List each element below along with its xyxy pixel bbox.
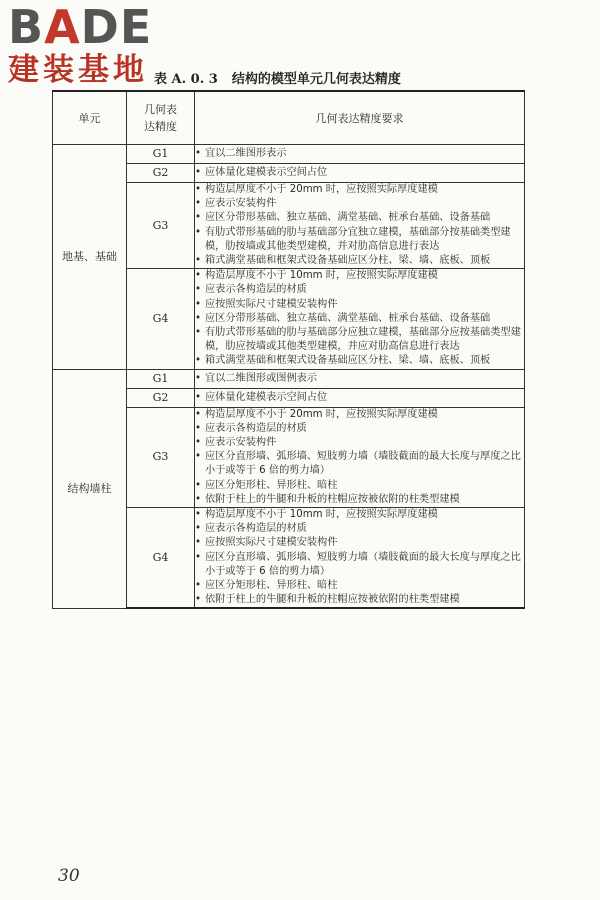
grade-cell: G2 (127, 388, 195, 407)
bade-logo (8, 0, 168, 88)
requirement-item: • 应表示安装构件 (195, 197, 524, 211)
grade-cell: G3 (127, 407, 195, 507)
header-requirement: 几何表达精度要求 (195, 91, 525, 145)
requirement-item: • 构造层厚度不小于 10mm 时，应按照实际厚度建模 (195, 508, 524, 522)
requirement-item: • 依附于柱上的牛腿和升板的柱帽应按被依附的柱类型建模 (195, 593, 524, 607)
table-title (154, 68, 401, 87)
requirement-cell (195, 183, 525, 269)
requirement-item: • 应表示安装构件 (195, 436, 524, 450)
table-header-row (53, 91, 525, 145)
header-unit: 单元 (53, 91, 127, 145)
requirement-item: • 应体量化建模表示空间占位 (195, 391, 524, 405)
requirement-item: • 应表示各构造层的材质 (195, 522, 524, 536)
unit-cell: 地基、基础 (53, 145, 127, 370)
requirement-item: • 应区分矩形柱、异形柱、暗柱 (195, 579, 524, 593)
grade-cell: G1 (127, 369, 195, 388)
requirement-item: • 构造层厚度不小于 20mm 时，应按照实际厚度建模 (195, 408, 524, 422)
requirement-cell (195, 164, 525, 183)
grade-cell: G2 (127, 164, 195, 183)
requirement-item: • 宜以二维图形或图例表示 (195, 372, 524, 386)
requirement-item: • 构造层厚度不小于 10mm 时，应按照实际厚度建模 (195, 269, 524, 283)
requirement-item: • 应体量化建模表示空间占位 (195, 166, 524, 180)
page-number: 30 (58, 866, 80, 886)
grade-cell: G4 (127, 508, 195, 609)
requirement-cell (195, 388, 525, 407)
requirement-cell (195, 407, 525, 507)
requirement-cell (195, 369, 525, 388)
grade-cell: G4 (127, 269, 195, 369)
requirement-cell (195, 145, 525, 164)
requirement-item: • 宜以二维图形表示 (195, 147, 524, 161)
requirement-item: • 应区分带形基础、独立基础、满堂基础、桩承台基础、设备基础 (195, 312, 524, 326)
requirement-item: • 应区分矩形柱、异形柱、暗柱 (195, 479, 524, 493)
geometry-precision-table (52, 90, 525, 609)
requirement-cell (195, 508, 525, 609)
requirement-item: • 应区分直形墙、弧形墙、短肢剪力墙（墙肢截面的最大长度与厚度之比小于或等于 6 倍的剪力墙） (195, 551, 524, 579)
logo-wordmark: BADE (8, 0, 153, 54)
grade-cell: G1 (127, 145, 195, 164)
requirement-item: • 箱式满堂基础和框架式设备基础应区分柱、梁、墙、底板、顶板 (195, 254, 524, 268)
table-row (53, 369, 525, 388)
grade-cell: G3 (127, 183, 195, 269)
header-grade: 几何表达精度 (127, 91, 195, 145)
requirement-item: • 应区分直形墙、弧形墙、短肢剪力墙（墙肢截面的最大长度与厚度之比小于或等于 6 倍的剪力墙） (195, 450, 524, 478)
requirement-item: • 应表示各构造层的材质 (195, 422, 524, 436)
requirement-item: • 应按照实际尺寸建模安装构件 (195, 298, 524, 312)
table-caption: 结构的模型单元几何表达精度 (231, 72, 401, 87)
requirement-item: • 依附于柱上的牛腿和升板的柱帽应按被依附的柱类型建模 (195, 493, 524, 507)
table-row (53, 145, 525, 164)
requirement-item: • 应表示各构造层的材质 (195, 283, 524, 297)
requirement-item: • 有肋式带形基础的肋与基础部分应独立建模，基础部分应按基础类型建模，肋应按墙或其他类型建模，并应对肋高信息进行表达 (195, 326, 524, 354)
unit-cell: 结构墙柱 (53, 369, 127, 608)
requirement-item: • 应区分带形基础、独立基础、满堂基础、桩承台基础、设备基础 (195, 211, 524, 225)
table-number: 表 A. 0. 3 (154, 72, 218, 87)
requirement-item: • 应按照实际尺寸建模安装构件 (195, 536, 524, 550)
logo-subtitle: 建装基地 (8, 52, 148, 88)
requirement-item: • 有肋式带形基础的肋与基础部分宜独立建模，基础部分按基础类型建模，肋按墙或其他类型建模，并对肋高信息进行表达 (195, 226, 524, 254)
requirement-item: • 箱式满堂基础和框架式设备基础应区分柱、梁、墙、底板、顶板 (195, 354, 524, 368)
requirement-cell (195, 269, 525, 369)
requirement-item: • 构造层厚度不小于 20mm 时，应按照实际厚度建模 (195, 183, 524, 197)
